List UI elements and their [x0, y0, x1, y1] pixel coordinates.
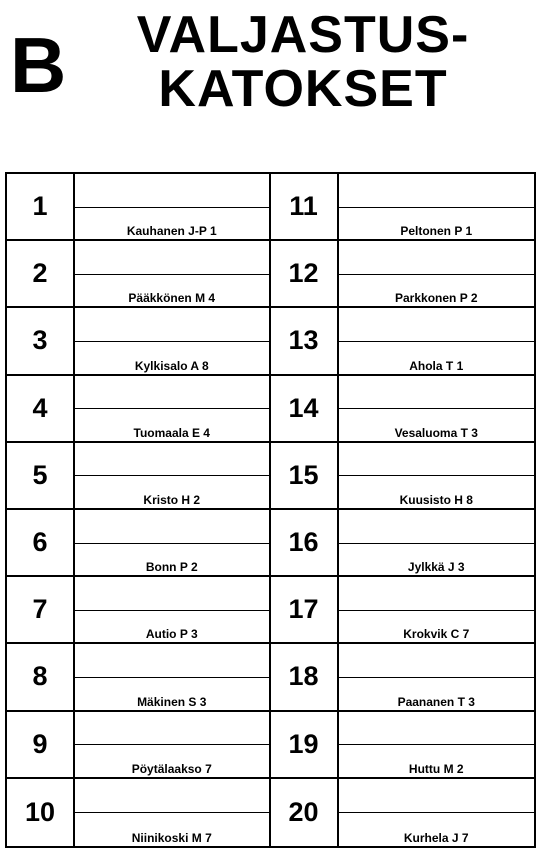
slot-name: Tuomaala E 4: [133, 425, 210, 440]
slot-divider-line: [339, 543, 535, 544]
slot-name: Bonn P 2: [145, 560, 198, 575]
slot-divider-line: [339, 744, 535, 745]
slot-number: 17: [271, 577, 339, 642]
slot-number: 15: [271, 443, 339, 508]
slot-cell: [7, 712, 271, 779]
slot-name: Ahola T 1: [409, 358, 464, 373]
slot-entry: [75, 510, 269, 575]
slot-name: Kuusisto H 8: [399, 492, 473, 507]
title-line-1: VALJASTUS-: [136, 6, 470, 64]
slot-divider-line: [339, 341, 535, 342]
slot-number: 5: [7, 443, 75, 508]
slot-entry: [339, 376, 535, 441]
slot-number: 1: [7, 174, 75, 239]
slot-divider-line: [339, 207, 535, 208]
slot-entry: [339, 241, 535, 306]
slot-cell: [271, 174, 535, 241]
slot-entry: [339, 510, 535, 575]
slot-cell: [271, 443, 535, 510]
slot-entry: [75, 443, 269, 508]
slot-name: Vesaluoma T 3: [394, 425, 478, 440]
slot-divider-line: [75, 207, 269, 208]
page-title: [118, 8, 488, 116]
slot-divider-line: [339, 274, 535, 275]
slot-divider-line: [339, 812, 535, 813]
slot-cell: [271, 308, 535, 375]
slot-entry: [75, 644, 269, 709]
slot-name: Kauhanen J-P 1: [126, 224, 217, 239]
slot-entry: [339, 308, 535, 373]
slot-number: 2: [7, 241, 75, 306]
slot-number: 18: [271, 644, 339, 709]
slot-divider-line: [75, 475, 269, 476]
slot-name: Pöytälaakso 7: [131, 761, 212, 776]
slot-entry: [75, 241, 269, 306]
slot-name: Mäkinen S 3: [137, 694, 207, 709]
slot-cell: [7, 241, 271, 308]
slot-number: 11: [271, 174, 339, 239]
slot-name: Kurhela J 7: [403, 830, 469, 845]
slot-name: Krokvik C 7: [403, 627, 470, 642]
slot-cell: [7, 443, 271, 510]
slot-entry: [339, 712, 535, 777]
slot-divider-line: [339, 475, 535, 476]
slot-entry: [75, 577, 269, 642]
slot-divider-line: [339, 677, 535, 678]
slot-cell: [7, 644, 271, 711]
title-line-2: KATOKSET: [158, 60, 448, 118]
slot-name: Jylkkä J 3: [407, 560, 465, 575]
slot-cell: [271, 644, 535, 711]
slot-name: Peltonen P 1: [400, 224, 473, 239]
slot-cell: [7, 174, 271, 241]
slot-divider-line: [75, 610, 269, 611]
slot-entry: [339, 779, 535, 846]
slot-entry: [75, 779, 269, 846]
slot-cell: [7, 376, 271, 443]
slot-cell: [271, 577, 535, 644]
slot-cell: [271, 510, 535, 577]
slot-divider-line: [75, 543, 269, 544]
slot-cell: [7, 577, 271, 644]
slot-entry: [75, 308, 269, 373]
slot-number: 10: [7, 779, 75, 846]
slot-divider-line: [75, 744, 269, 745]
slot-number: 9: [7, 712, 75, 777]
slot-number: 8: [7, 644, 75, 709]
slot-number: 19: [271, 712, 339, 777]
slot-entry: [339, 174, 535, 239]
slot-table: [5, 172, 536, 848]
slot-entry: [75, 376, 269, 441]
slot-number: 7: [7, 577, 75, 642]
slot-number: 16: [271, 510, 339, 575]
slot-cell: [271, 376, 535, 443]
slot-cell: [7, 308, 271, 375]
slot-name: Huttu M 2: [408, 761, 464, 776]
slot-name: Autio P 3: [145, 627, 198, 642]
slot-number: 6: [7, 510, 75, 575]
slot-divider-line: [75, 812, 269, 813]
slot-divider-line: [75, 341, 269, 342]
slot-divider-line: [75, 677, 269, 678]
slot-number: 3: [7, 308, 75, 373]
slot-number: 13: [271, 308, 339, 373]
slot-name: Kylkisalo A 8: [134, 358, 209, 373]
slot-cell: [7, 779, 271, 846]
slot-entry: [339, 644, 535, 709]
slot-divider-line: [75, 408, 269, 409]
slot-cell: [271, 779, 535, 846]
section-letter: B: [10, 21, 67, 109]
slot-entry: [339, 577, 535, 642]
slot-cell: [271, 712, 535, 779]
slot-entry: [75, 712, 269, 777]
slot-entry: [75, 174, 269, 239]
slot-cell: [271, 241, 535, 308]
slot-divider-line: [75, 274, 269, 275]
slot-divider-line: [339, 408, 535, 409]
slot-name: Parkkonen P 2: [395, 291, 478, 306]
slot-name: Paananen T 3: [397, 694, 475, 709]
slot-number: 12: [271, 241, 339, 306]
slot-name: Kristo H 2: [143, 492, 201, 507]
slot-number: 4: [7, 376, 75, 441]
slot-cell: [7, 510, 271, 577]
slot-number: 20: [271, 779, 339, 846]
slot-divider-line: [339, 610, 535, 611]
slot-name: Pääkkönen M 4: [128, 291, 216, 306]
slot-number: 14: [271, 376, 339, 441]
slot-name: Niinikoski M 7: [131, 830, 212, 845]
slot-entry: [339, 443, 535, 508]
